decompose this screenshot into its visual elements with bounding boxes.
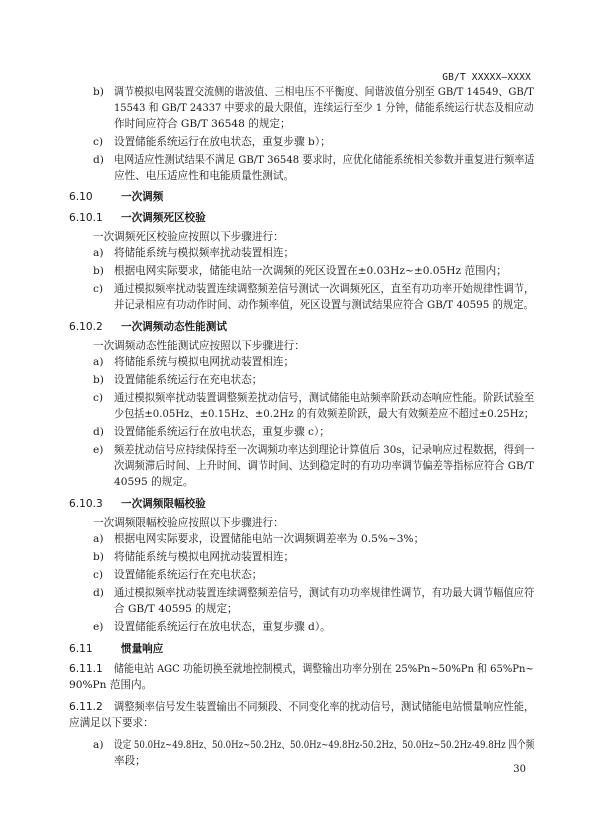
list-marker: e)	[93, 444, 104, 456]
list-marker: c)	[93, 569, 104, 581]
list-marker: c)	[93, 283, 104, 295]
section-title: 一次调频	[121, 191, 164, 203]
list-marker: d)	[93, 154, 104, 166]
text-line: 通过模拟频率扰动装置连续调整频差信号，测试有功功率规律性调节，有功最大调节幅值应符	[114, 587, 535, 599]
section-number: 6.10.2	[69, 321, 103, 333]
text-line: 设置储能系统运行在充电状态；	[114, 569, 263, 581]
list-marker: c)	[93, 392, 104, 404]
text-line: 15543 和 GB/T 24337 中要求的最大限值，连续运行至少 1 分钟，储能系统运行状态及相应动	[114, 102, 534, 114]
text-line: 次调频滞后时间、上升时间、调节时间、达到稳定时的有功功率调节偏差等指标应符合 GB/T	[114, 460, 534, 472]
text-line: 设置储能系统运行在放电状态，重复步骤 b）；	[114, 136, 331, 148]
text-line: 设置储能系统运行在充电状态；	[114, 374, 263, 386]
text-line: 应性、电压适应性和电能质量性测试。	[114, 170, 295, 182]
paragraph: 一次调频死区校验应按照以下步骤进行：	[93, 231, 284, 243]
section-title: 惯量响应	[121, 643, 164, 655]
text-line: 频差扰动信号应持续保持至一次调频功率达到理论计算值后 30s，记录响应过程数据，得到一	[114, 444, 535, 456]
section-heading	[69, 189, 163, 205]
section-number: 6.10	[69, 191, 93, 203]
list-marker: b)	[93, 551, 104, 563]
text-line: 合 GB/T 40595 的规定；	[114, 603, 238, 615]
list-marker: b)	[93, 86, 104, 98]
text-line: 设置储能系统运行在放电状态，重复步骤 c）；	[114, 426, 330, 438]
text-line: 将储能系统与模拟电网扰动装置相连；	[114, 551, 295, 563]
subsection-heading	[69, 210, 206, 226]
text-line: 电网适应性测试结果不满足 GB/T 36548 要求时，应优化储能系统相关参数并重复进行频率适	[114, 154, 535, 166]
section-heading	[69, 641, 163, 657]
list-marker: d)	[93, 587, 104, 599]
list-marker: a)	[93, 533, 104, 545]
text-line: 设定 50.0Hz~49.8Hz、50.0Hz~50.2Hz、50.0Hz~49.8Hz-50.2Hz、50.0Hz~50.2Hz-49.8Hz 四个频	[114, 739, 535, 751]
text-line: 通过模拟频率扰动装置调整频差扰动信号，测试储能电站频率阶跃动态响应性能。阶跃试验至	[114, 392, 535, 404]
list-marker: a)	[93, 739, 104, 751]
text-line: 40595 的规定。	[114, 476, 194, 488]
page-header: GB/T XXXXX—XXXX	[442, 72, 531, 83]
text-line: 将储能系统与模拟频率扰动装置相连；	[114, 247, 295, 259]
text-line: 并记录相应有功动作时间、动作频率值，死区设置与测试结果应符合 GB/T 40595 的规定。	[114, 299, 534, 311]
text-line: 通过模拟频率扰动装置连续调整频差信号测试一次调频死区，直至有功功率开始规律性调节，	[114, 283, 535, 295]
clause-number: 6.11.1	[69, 663, 103, 675]
text-line: 应满足以下要求：	[69, 717, 154, 729]
text-line: 90%Pn 范围内。	[69, 679, 153, 691]
text-line: 调节模拟电网装置交流侧的谐波值、三相电压不平衡度、间谐波值分别至 GB/T 14549、GB/T	[114, 86, 534, 98]
list-marker: b)	[93, 374, 104, 386]
section-title: 一次调频动态性能测试	[121, 321, 227, 333]
paragraph: 一次调频动态性能测试应按照以下步骤进行：	[93, 340, 305, 352]
section-number: 6.10.1	[69, 212, 103, 224]
text-line: 调整频率信号发生装置输出不同频段、不同变化率的扰动信号，测试储能电站惯量响应性能，	[114, 701, 535, 713]
text-line: 将储能系统与模拟电网扰动装置相连；	[114, 356, 295, 368]
section-number: 6.10.3	[69, 498, 103, 510]
list-marker: e)	[93, 621, 104, 633]
subsection-heading	[69, 319, 227, 335]
text-line: 根据电网实际要求，设置储能电站一次调频调差率为 0.5%~3%；	[114, 533, 425, 545]
clause-number: 6.11.2	[69, 701, 103, 713]
text-line: 储能电站 AGC 功能切换至就地控制模式，调整输出功率分别在 25%Pn~50%Pn 和 65%Pn~	[114, 663, 534, 675]
list-marker: d)	[93, 426, 104, 438]
text-line: 设置储能系统运行在放电状态，重复步骤 d）。	[114, 621, 331, 633]
text-line: 作时间应符合 GB/T 36548 的规定；	[114, 118, 291, 130]
paragraph: 一次调频限幅校验应按照以下步骤进行：	[93, 517, 284, 529]
page-number: 30	[513, 764, 526, 775]
list-marker: c)	[93, 136, 104, 148]
text-line: 少包括±0.05Hz、±0.15Hz、±0.2Hz 的有效频差阶跃，最大有效频差应不超过±0.25Hz；	[114, 408, 534, 420]
section-title: 一次调频限幅校验	[121, 498, 206, 510]
list-marker: a)	[93, 247, 104, 259]
list-marker: a)	[93, 356, 104, 368]
text-line: 根据电网实际要求，储能电站一次调频的死区设置在±0.03Hz~±0.05Hz 范围内；	[114, 265, 507, 277]
section-number: 6.11	[69, 643, 93, 655]
text-line: 率段；	[114, 755, 146, 767]
subsection-heading	[69, 496, 206, 512]
section-title: 一次调频死区校验	[121, 212, 206, 224]
list-marker: b)	[93, 265, 104, 277]
